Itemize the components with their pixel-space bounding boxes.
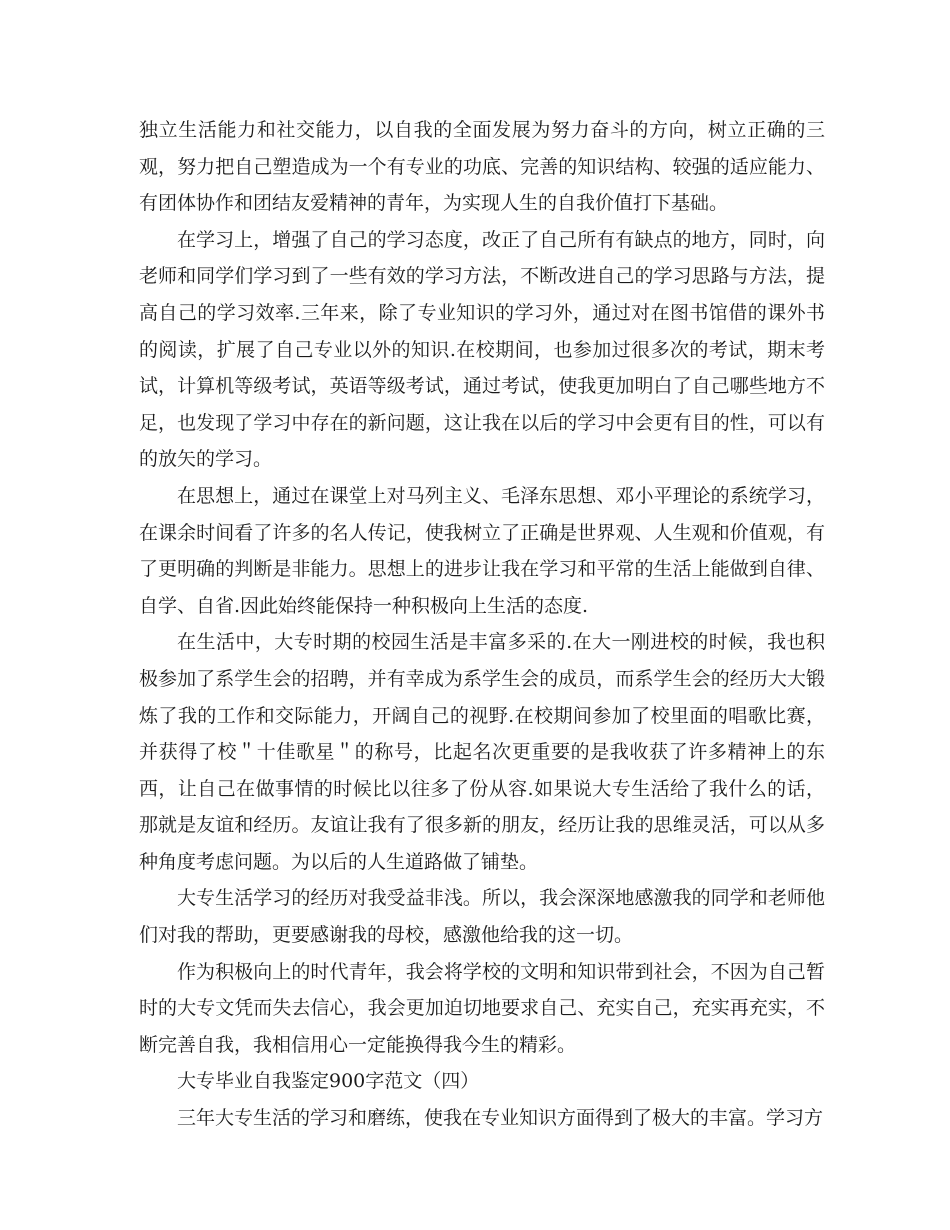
paragraph-study: 在学习上，增强了自己的学习态度，改正了自己所有有缺点的地方，同时，向老师和同学们学习到了一些有效的学习方法，不断改进自己的学习思路与方法，提高自己的学习效率.三年来，除了专业知识的学习外，通过对在图书馆借的课外书的阅读，扩展了自己专业以外的知识.在校期间，也参加过很多次的考试，期末考试，计算机等级考试，英语等级考试，通过考试，使我更加明白了自己哪些地方不足，也发现了学习中存在的新问题，这让我在以后的学习中会更有目的性，可以有的放矢的学习。 — [139, 228, 825, 471]
paragraph-continuation: 独立生活能力和社交能力，以自我的全面发展为努力奋斗的方向，树立正确的三观，努力把自己塑造成为一个有专业的功底、完善的知识结构、较强的适应能力、有团体协作和团结友爱精神的青年，为实现人生的自我价值打下基础。 — [139, 119, 825, 215]
paragraph-life: 在生活中，大专时期的校园生活是丰富多采的.在大一刚进校的时候，我也积极参加了系学生会的招聘，并有幸成为系学生会的成员，而系学生会的经历大大锻炼了我的工作和交际能力，开阔自己的视野.在校期间参加了校里面的唱歌比赛，并获得了校＂十佳歌星＂的称号，比起名次更重要的是我收获了许多精神上的东西，让自己在做事情的时候比以往多了份从容.如果说大专生活给了我什么的话，那就是友谊和经历。友谊让我有了很多新的朋友，经历让我的思维灵活，可以从多种角度考虑问题。为以后的人生道路做了铺垫。 — [139, 631, 825, 873]
section-heading: 大专毕业自我鉴定900字范文（四） — [177, 1070, 480, 1093]
paragraph-section-four-start: 三年大专生活的学习和磨练，使我在专业知识方面得到了极大的丰富。学习方 — [177, 1107, 824, 1130]
paragraph-future: 作为积极向上的时代青年，我会将学校的文明和知识带到社会，不因为自己暂时的大专文凭而失去信心，我会更加迫切地要求自己、充实自己，充实再充实，不断完善自我，我相信用心一定能换得我今生的精彩。 — [139, 960, 825, 1056]
paragraph-gratitude: 大专生活学习的经历对我受益非浅。所以，我会深深地感激我的同学和老师他们对我的帮助，更要感谢我的母校，感激他给我的这一切。 — [139, 887, 825, 947]
paragraph-thought: 在思想上，通过在课堂上对马列主义、毛泽东思想、邓小平理论的系统学习，在课余时间看了许多的名人传记，使我树立了正确是世界观、人生观和价值观，有了更明确的判断是非能力。思想上的进步让我在学习和平常的生活上能做到自律、自学、自省.因此始终能保持一种积极向上生活的态度. — [139, 484, 825, 617]
document-body — [139, 112, 825, 1137]
